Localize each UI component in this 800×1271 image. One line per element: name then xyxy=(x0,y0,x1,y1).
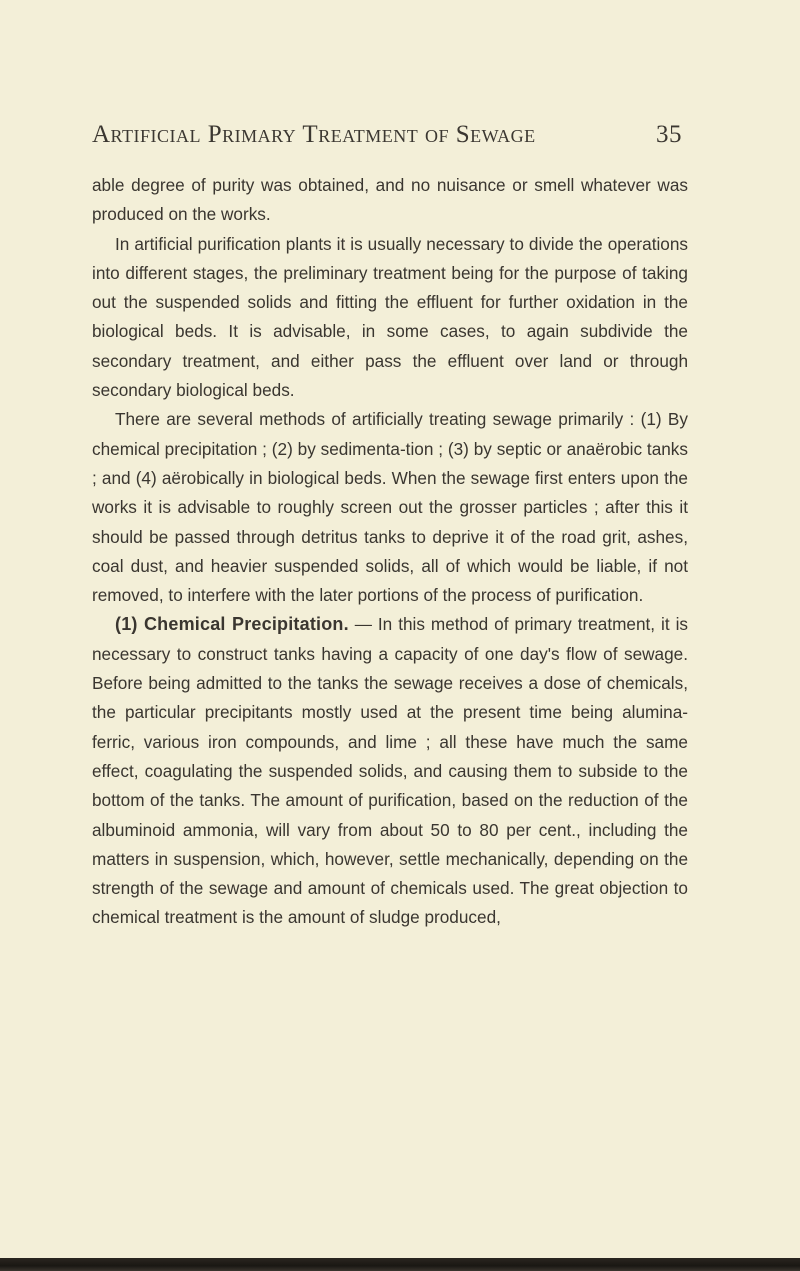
chapter-title: Artificial Primary Treatment of Sewage xyxy=(92,121,536,148)
paragraph-4-text: — In this method of primary treatment, it is necessary to construct tanks having a capacity of one day's flow of sewage. Before being admitted to the tanks the sewage receives a dose of chemicals, the particular precipitants mostly used at the present time being alumina-ferric, various iron compounds, and lime ; all these have much the same effect, coagulating the suspended solids, and causing them to subside to the bottom of the tanks. The amount of purification, based on the reduction of the albuminoid ammonia, will vary from about 50 to 80 per cent., including the matters in suspension, which, however, settle mechanically, depending on the strength of the sewage and amount of chemicals used. The great objection to chemical treatment is the amount of sludge produced, xyxy=(92,614,688,928)
paragraph-3: There are several methods of artificially treating sewage primarily : (1) By chemical precipitation ; (2) by sedimenta-tion ; (3) by septic or anaërobic tanks ; and (4) aërobically in biological beds. When the sewage first enters upon the works it is advisable to roughly screen out the grosser particles ; after this it should be passed through detritus tanks to deprive it of the road grit, ashes, coal dust, and heavier suspended solids, all of which would be liable, if not removed, to interfere with the later portions of the process of purification. xyxy=(92,409,688,606)
page-edge-rule xyxy=(0,1258,800,1271)
paragraph-4 xyxy=(92,610,688,932)
running-head xyxy=(92,121,688,149)
body-text xyxy=(92,171,688,933)
section-heading: (1) Chemical Precipitation. xyxy=(115,614,349,635)
page-number: 35 xyxy=(656,121,682,148)
paragraph-1: able degree of purity was obtained, and no nuisance or smell whatever was produced on the works. xyxy=(92,175,688,225)
paragraph-2: In artificial purification plants it is usually necessary to divide the operations into different stages, the preliminary treatment being for the purpose of taking out the suspended solids and fitting the effluent for further oxidation in the biological beds. It is advisable, in some cases, to again subdivide the secondary treatment, and either pass the effluent over land or through secondary biological beds. xyxy=(92,233,688,401)
